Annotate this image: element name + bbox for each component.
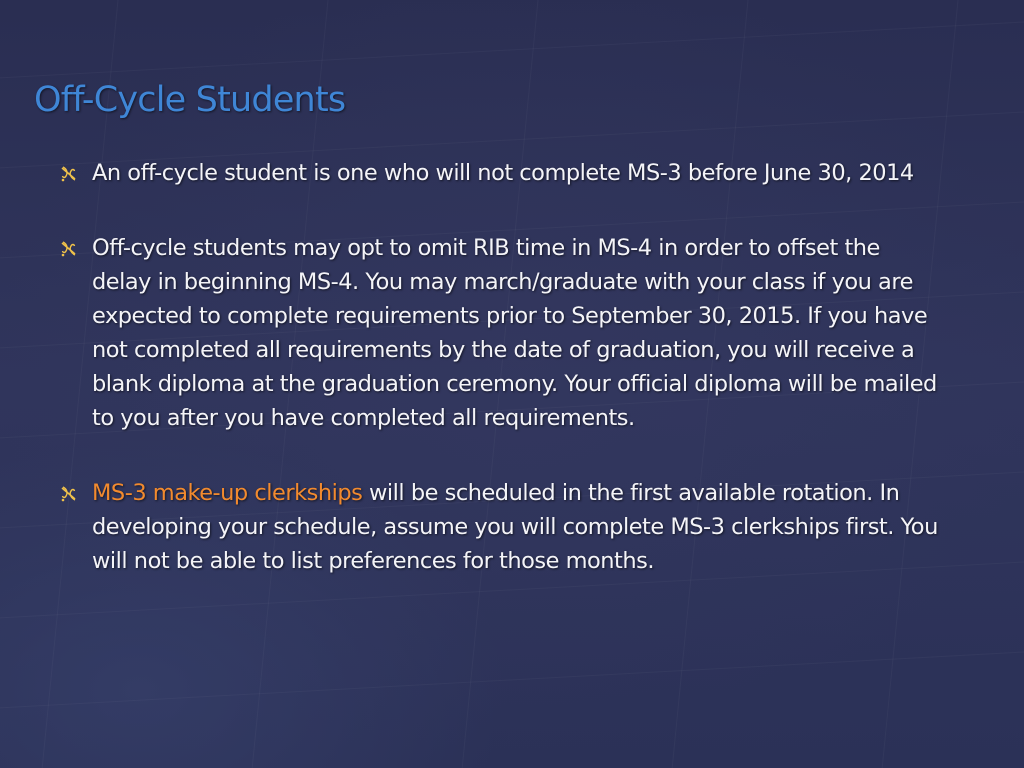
scroll-ornament-icon [60, 240, 78, 258]
bullet-text [92, 476, 944, 578]
highlight-text: MS-3 make-up clerkships [92, 480, 363, 506]
slide-title: Off-Cycle Students [34, 80, 346, 120]
bullet-text: An off-cycle student is one who will not complete MS-3 before June 30, 2014 [92, 160, 914, 186]
bullet-list [60, 156, 960, 619]
scroll-ornament-icon [60, 165, 78, 183]
bullet-text: Off-cycle students may opt to omit RIB time in MS-4 in order to offset the delay in beginning MS-4. You may march/graduate with your class if you are expected to complete requirements prior to September 30, 2015. If you have not completed all requirements by the date of graduation, you will receive a blank diploma at the graduation ceremony. Your official diploma will be mailed to you after you have completed all requirements. [92, 235, 937, 431]
bullet-item-make-up-clerkships [60, 476, 960, 578]
scroll-ornament-icon [60, 485, 78, 503]
bullet-text-remainder: will be scheduled in the first available rotation. In developing your schedule, assume you will complete MS-3 clerkships first. You will not be able to list preferences for those months. [92, 480, 938, 574]
bullet-item-omit-rib-time [60, 231, 960, 435]
bullet-item-off-cycle-definition [60, 156, 960, 190]
